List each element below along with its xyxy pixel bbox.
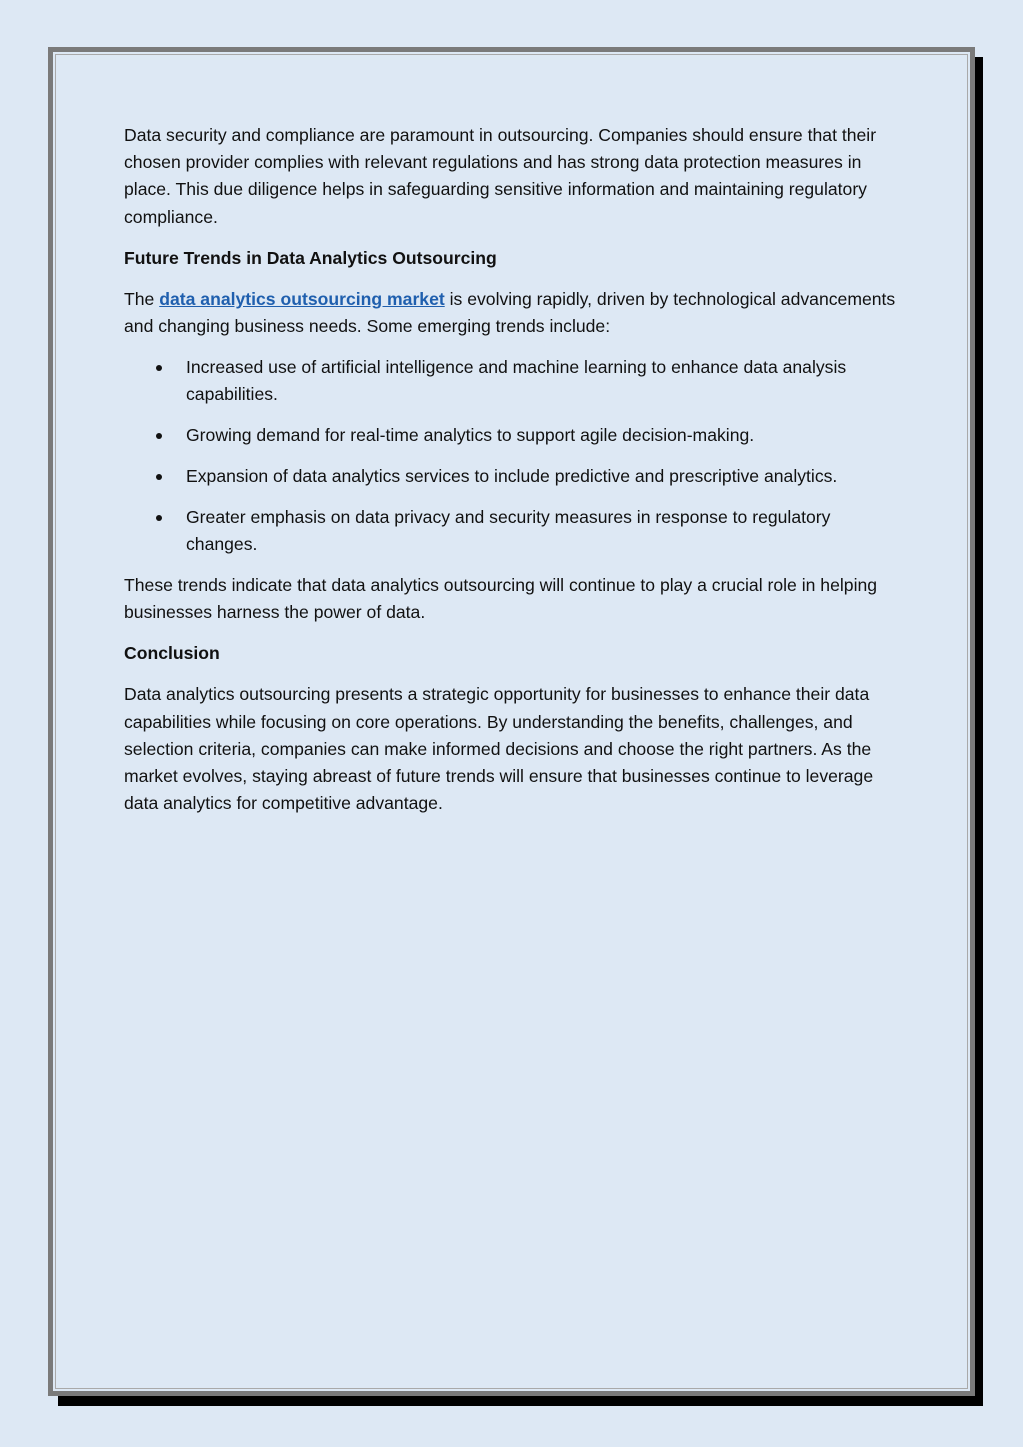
list-item (124, 354, 900, 408)
heading-conclusion: Conclusion (124, 643, 220, 664)
bullet-icon (156, 474, 162, 480)
trends-list (124, 354, 900, 559)
list-item (124, 463, 900, 490)
paragraph-market-intro (124, 286, 900, 340)
market-intro-prefix: The (124, 288, 160, 309)
bullet-icon (156, 515, 162, 521)
list-item-text: Expansion of data analytics services to include predictive and prescriptive analytics. (186, 466, 838, 487)
list-item-text: Growing demand for real-time analytics to support agile decision-making. (186, 425, 755, 446)
list-item-text: Greater emphasis on data privacy and security measures in response to regulatory changes. (186, 507, 831, 555)
heading-future-trends: Future Trends in Data Analytics Outsourcing (124, 247, 497, 268)
market-intro-suffix: is evolving rapidly, driven by technological advancements and changing business needs. Some emerging trends include: (124, 288, 896, 336)
bullet-icon (156, 433, 162, 439)
bullet-icon (156, 365, 162, 371)
paragraph-conclusion: Data analytics outsourcing presents a strategic opportunity for businesses to enhance their data capabilities while focusing on core operations. By understanding the benefits, challenges, and selection criteria, companies can make informed decisions and choose the right partners. As the market evolves, staying abreast of future trends will ensure that businesses continue to leverage data analytics for competitive advantage. (124, 684, 874, 814)
market-link[interactable]: data analytics outsourcing market (159, 288, 445, 309)
list-item (124, 504, 900, 558)
list-item (124, 422, 900, 449)
paragraph-trends-summary: These trends indicate that data analytics outsourcing will continue to play a crucial role in helping businesses harness the power of data. (124, 575, 878, 623)
document-body (124, 122, 900, 831)
list-item-text: Increased use of artificial intelligence and machine learning to enhance data analysis capabilities. (186, 356, 847, 405)
paragraph-data-security: Data security and compliance are paramount in outsourcing. Companies should ensure that their chosen provider complies with relevant regulations and has strong data protection measures in place. This due diligence helps in safeguarding sensitive information and maintaining regulatory compliance. (124, 125, 877, 227)
